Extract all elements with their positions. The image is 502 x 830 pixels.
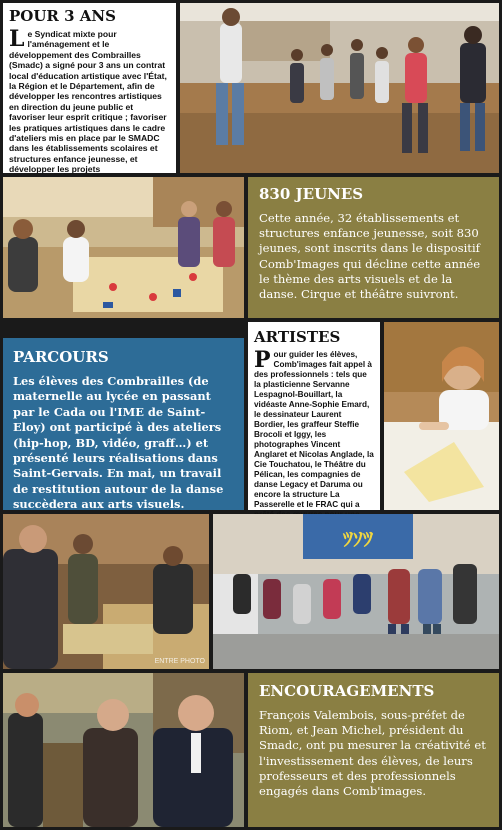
photo-girl-drawing: [384, 322, 499, 510]
parcours-text: Les élèves des Combrailles (de maternelle au lycée en passant par le Cada ou l'IME de Saint-Eloy) ont participé à des ateliers (hip-hop, BD, vidéo, graff…) et présenté leurs réalisations dans Saint-Gervais. En mai, un travail de restitution autour de la danse succèdera aux arts visuels.: [13, 374, 224, 512]
830-jeunes-title: 830 JEUNES: [259, 185, 364, 203]
artistes-dropcap: P: [254, 347, 271, 373]
pour-3-ans-title: POUR 3 ANS: [9, 7, 116, 25]
encouragements-box: [248, 673, 499, 827]
encouragements-text: François Valembois, sous-préfet de Riom, et Jean Michel, président du Smadc, ont pu mesurer la créativité et l'investissement des élèves, de leurs professeurs et des professionnels engagés dans Comb'images.: [259, 708, 486, 799]
svg-text:ﾂｿﾂ: ﾂｿﾂ: [343, 527, 373, 551]
830-jeunes-box: [248, 177, 499, 318]
pour-3-ans-box: [3, 3, 176, 173]
photo-group-of-students: [213, 514, 499, 669]
photo-watermark: ENTRE PHOTO: [154, 658, 205, 665]
encouragements-title: ENCOURAGEMENTS: [259, 682, 435, 700]
photo-art-workshop-floor: [3, 177, 244, 318]
photo-visitors-exhibition: [3, 514, 209, 669]
parcours-box: [3, 338, 244, 510]
photo-officials-visit: [3, 673, 244, 827]
pour-3-ans-text: Le Syndicat mixte pour l'aménagement et le développement des Combrailles (Smadc) a signé pour 3 ans un contrat local d'éducation artistique avec l'État, la Région et le Département, afin de développer les rencontres artistiques en direction du jeune public et favoriser leur esprit critique ; favoriser les pratiques artistiques dans le cadre d'ateliers mis en place par le SMADC dans les établissements scolaires et structures enfance jeunesse, et développer les projets: [9, 26, 167, 175]
parcours-title: PARCOURS: [13, 348, 109, 366]
artistes-box: [248, 322, 380, 510]
artistes-text: Pour guider les élèves, Comb'images fait appel à des professionnels : tels que la plasticienne Servanne Lespagnol-Bouillart, la vidéaste Anne-Sophie Emard, le dessinateur Laurent Bordier, les graffeur Steffie Brocoli et Iggy, les photographes Vincent Anglaret et Nicolas Anglade, la Cie Touchatou, le Théâtre du Pélican, les compagnies de danse Legacy et Daruma ou encore la structure La Passerelle et le FRAC qui a: [254, 347, 374, 509]
pour-3-ans-dropcap: L: [9, 26, 25, 52]
artistes-title: ARTISTES: [254, 328, 341, 346]
photo-hip-hop-dance: [180, 3, 499, 173]
830-jeunes-text: Cette année, 32 établissements et structures enfance jeunesse, soit 830 jeunes, sont inscrits dans le dispositif Comb'Images qui décline cette année le thème des arts visuels et de la danse. Cirque et théâtre suivront.: [259, 211, 481, 302]
